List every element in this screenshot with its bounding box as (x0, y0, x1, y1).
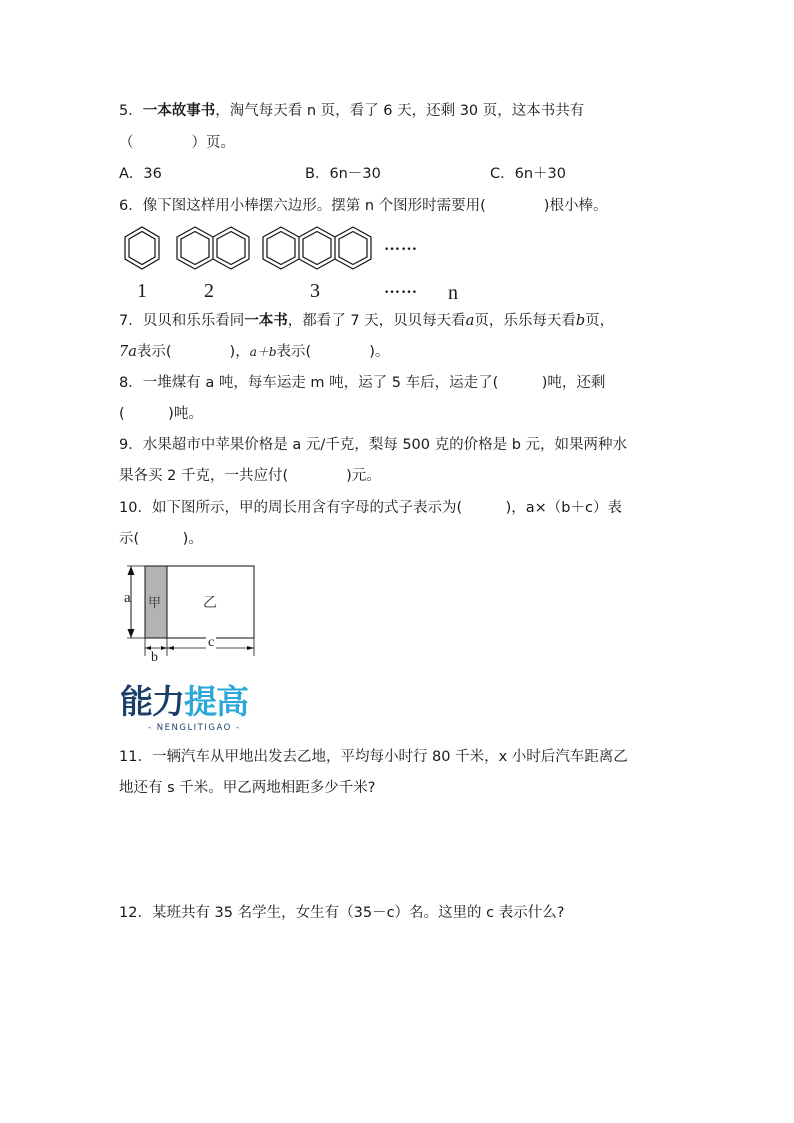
q7-line1-prefix: 7．贝贝和乐乐看同 (119, 313, 245, 329)
figure-label-n: n (448, 282, 458, 304)
q10-line1: 10．如下图所示，甲的周长用含有字母的式子表示为( )，a×（b＋c）表 (119, 500, 622, 516)
figure-label-1: 1 (137, 280, 147, 302)
q8-line2: ( )吨。 (119, 406, 203, 422)
hexagon-figures (120, 224, 380, 272)
q7-line2-end: 表示( )。 (276, 344, 390, 360)
section-title-light: 提高 (184, 682, 248, 721)
diagram-label-b: b (151, 650, 158, 665)
q7-expr-a-plus-b: a＋b (249, 345, 277, 359)
q7-line1 (119, 311, 614, 331)
figure-label-2: 2 (204, 280, 214, 302)
q11-line1: 11．一辆汽车从甲地出发去乙地，平均每小时行 80 千米，x 小时后汽车距离乙 (119, 749, 628, 765)
q5-bold-text: 一本故事书 (142, 103, 216, 119)
q7-line1-mid2: 页，乐乐每天看 (474, 313, 576, 329)
q9-line1: 9．水果超市中苹果价格是 a 元/千克，梨每 500 克的价格是 b 元，如果两种水 (119, 437, 628, 453)
q5-option-c: C．6n＋30 (490, 166, 566, 182)
q5-option-b: B．6n－30 (305, 166, 381, 182)
q5-rest-text: ，淘气每天看 n 页，看了 6 天，还剩 30 页，这本书共有 (215, 103, 585, 119)
section-title-dark: 能力 (120, 682, 184, 721)
q6-stem: 6．像下图这样用小棒摆六边形。摆第 n 个图形时需要用( )根小棒。 (119, 198, 608, 214)
q5-answer-blank: （ ）页。 (119, 135, 235, 151)
q9-line2: 果各买 2 千克，一共应付( )元。 (119, 468, 381, 484)
q7-expr-7a: 7a (119, 344, 137, 360)
q8-line1: 8．一堆煤有 a 吨，每车运走 m 吨，运了 5 车后，运走了( )吨，还剩 (119, 375, 606, 391)
hexagon-figure-3 (263, 227, 371, 269)
section-title (120, 682, 248, 722)
label-continuation-dots: …… (384, 280, 418, 297)
hexagon-figure-1 (125, 227, 159, 269)
hexagon-figure-2 (177, 227, 249, 269)
diagram-label-jia: 甲 (148, 596, 162, 611)
q7-var-a: a (465, 313, 475, 329)
rectangle-diagram (118, 560, 268, 670)
q12-line1: 12．某班共有 35 名学生，女生有（35－c）名。这里的 c 表示什么? (119, 905, 565, 921)
q7-line1-end: 页， (585, 313, 615, 329)
q7-line2 (119, 342, 389, 362)
diagram-label-yi: 乙 (203, 595, 217, 611)
q7-var-b: b (575, 313, 586, 329)
q5-option-a: A．36 (119, 166, 162, 182)
q5-stem (119, 101, 584, 121)
q5-number: 5． (119, 103, 143, 119)
diagram-label-c: c (208, 635, 215, 650)
figure-continuation-dots: …… (384, 237, 418, 254)
figure-label-3: 3 (310, 280, 320, 302)
section-subtitle: - NENGLITIGAO - (148, 723, 241, 733)
q7-line1-mid: ，都看了 7 天，贝贝每天看 (287, 313, 466, 329)
q7-bold-text: 一本书 (244, 313, 288, 329)
diagram-label-a: a (124, 590, 131, 606)
q10-line2: 示( )。 (119, 531, 203, 547)
q7-line2-mid: 表示( )， (136, 344, 250, 360)
q11-line2: 地还有 s 千米。甲乙两地相距多少千米? (119, 780, 376, 796)
